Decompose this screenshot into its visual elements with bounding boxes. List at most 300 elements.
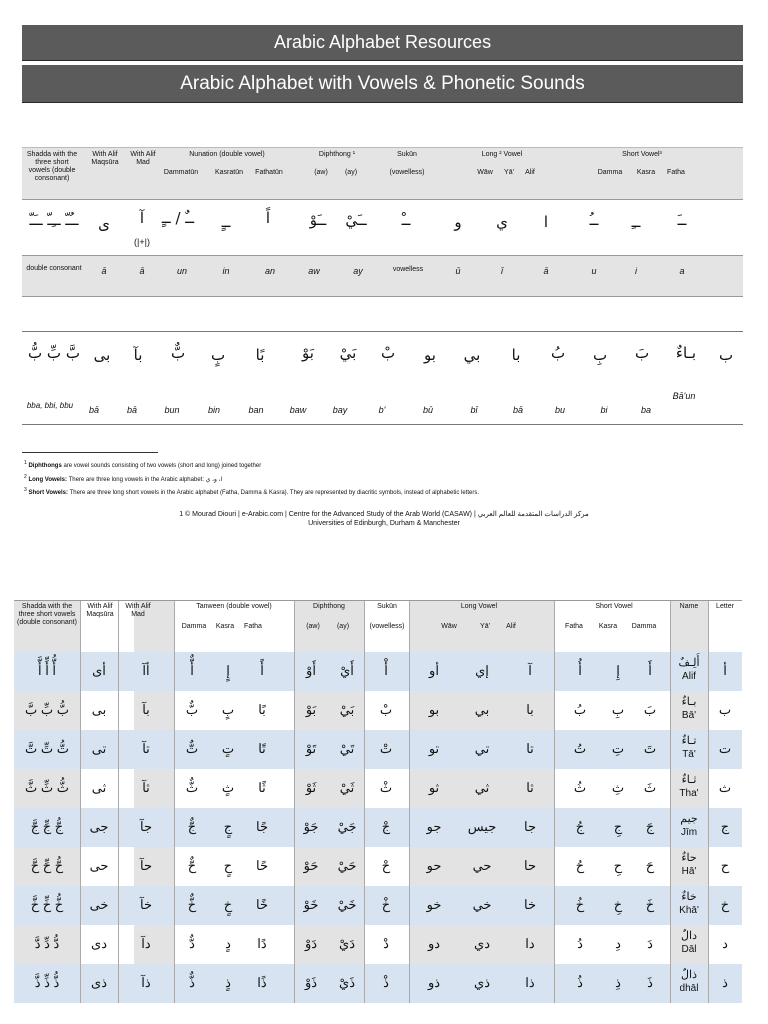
letter-form-cell: خَ (645, 897, 655, 912)
translit-cell: ū (455, 266, 461, 276)
letter-form-cell: دْ (383, 936, 389, 951)
column-divider (80, 847, 81, 886)
translit-cell: ay (353, 266, 363, 276)
ba-example: بـاءٌ (675, 344, 697, 362)
ba-translit: bā (512, 405, 524, 415)
letter-form-cell: تَوْ (305, 741, 317, 756)
column-divider (294, 691, 295, 730)
translit-cell: ā (101, 266, 107, 276)
lh-diphthong-aw: (aw) (306, 623, 320, 630)
letter-form-cell: أَيْ (340, 663, 354, 678)
letter-cell: ذ (722, 975, 728, 990)
letter-form-cell: خٌّ (187, 897, 197, 912)
letter-form-cell: جى (89, 819, 109, 834)
column-divider (364, 808, 365, 847)
ba-translit: bin (207, 405, 221, 415)
lh-diphthong: Diphthong (313, 603, 345, 610)
symbol-cell: ــُ (589, 211, 599, 229)
letter-form-cell: جَيْ (337, 819, 357, 834)
column-divider (409, 691, 410, 730)
ba-example: بٍ (210, 346, 226, 364)
letter-form-cell: حَوْ (303, 858, 319, 873)
letter-form-cell: ثَوْ (305, 780, 317, 795)
header-nunation: Nunation (double vowel) (189, 151, 265, 158)
column-divider (670, 691, 671, 730)
column-divider (294, 886, 295, 925)
letter-form-cell: خْ (381, 897, 391, 912)
column-divider (708, 964, 709, 1003)
ba-example: بَوْ (302, 344, 314, 362)
letter-form-cell: خُّ خِّ خَّ (30, 897, 64, 912)
letter-form-cell: ثى (91, 780, 107, 795)
column-divider (708, 691, 709, 730)
letter-form-cell: بُّ بِّ بَّ (25, 702, 69, 717)
letter-name-translit: Hā' (681, 866, 697, 877)
ba-example: بَّ بِّ بُّ (28, 344, 80, 362)
column-divider (364, 652, 365, 691)
column-divider (554, 769, 555, 808)
column-divider (364, 964, 365, 1003)
letter-form-cell: حًا (256, 858, 268, 873)
lh-long-ya: Yā' (480, 623, 490, 630)
ba-translit: ba (640, 405, 652, 415)
symbol-cell: ــُـّ ــِـّ ــَـّ (29, 211, 79, 229)
letter-name-arabic: ذالٌ (681, 969, 697, 981)
letter-form-cell: خو (426, 897, 442, 912)
letter-form-cell: جَوْ (303, 819, 319, 834)
letter-form-cell: دى (91, 936, 107, 951)
column-divider (554, 730, 555, 769)
letter-name-arabic: جيم (680, 813, 698, 825)
column-divider (294, 925, 295, 964)
ba-example: بآ (133, 346, 143, 364)
letter-form-cell: دآ (141, 936, 151, 951)
letter-form-cell: ذْ (383, 975, 389, 990)
letter-form-cell: تُ (573, 741, 587, 756)
ba-example: بى (93, 346, 111, 364)
letter-form-cell: ثا (526, 780, 534, 795)
footnote-number: 1 (24, 460, 27, 466)
column-divider (174, 691, 175, 730)
symbol-cell: ــٌ / ــٍ (161, 209, 195, 227)
letter-form-cell: حآ (140, 858, 152, 873)
column-divider (118, 652, 119, 691)
letter-form-cell: حْ (381, 858, 391, 873)
letter-form-cell: بِ (611, 702, 625, 717)
column-divider (174, 652, 175, 691)
header-short-fatha: Fatha (667, 169, 685, 176)
letter-form-cell: جٍ (223, 819, 233, 834)
letter-form-cell: أُ (578, 663, 582, 678)
column-divider (80, 925, 81, 964)
letter-form-cell: بٍ (221, 702, 235, 717)
letter-form-cell: أآ (142, 663, 150, 678)
footnote-number: 2 (24, 474, 27, 480)
letter-form-cell: دٍ (225, 936, 231, 951)
letter-name-translit: Jīm (680, 827, 698, 838)
letter-form-cell: إٍ (226, 663, 230, 678)
letter-form-cell: بٌّ (185, 702, 199, 717)
header-diphthong-ay: (ay) (344, 169, 358, 176)
table-row (14, 847, 742, 886)
letter-form-cell: بو (428, 702, 440, 717)
translit-cell: ā (139, 266, 145, 276)
column-divider (364, 886, 365, 925)
ba-translit: bay (332, 405, 348, 415)
letter-form-cell: بآ (142, 702, 150, 717)
letter-form-cell: دُ (577, 936, 583, 951)
letter-form-cell: خِ (613, 897, 623, 912)
letter-form-cell: بْ (379, 702, 393, 717)
column-divider (409, 730, 410, 769)
letter-form-cell: خى (89, 897, 109, 912)
letter-form-cell: جٌّ (187, 819, 197, 834)
letter-form-cell: ذُّ ذِّ ذَّ (34, 975, 60, 990)
column-divider (364, 691, 365, 730)
letter-form-cell: بى (91, 702, 107, 717)
translit-cell: u (591, 266, 597, 276)
letter-form-cell: ذٍ (225, 975, 231, 990)
column-divider (80, 652, 81, 691)
lh-tanween-fatha: Fatha (244, 623, 262, 630)
ba-example: بِ (592, 346, 608, 364)
letter-form-cell: ثآ (142, 780, 150, 795)
letter-form-cell: جًا (256, 819, 268, 834)
letter-form-cell: ثُ (573, 780, 587, 795)
column-divider (708, 808, 709, 847)
symbol-cell: ــَ (677, 211, 687, 229)
column-divider (118, 886, 119, 925)
header-diphthong: Diphthong ¹ (318, 151, 356, 158)
ba-example: با (511, 346, 521, 364)
letter-form-cell: جو (426, 819, 442, 834)
footnote-3 (24, 487, 479, 496)
column-divider (670, 652, 671, 691)
column-divider (174, 925, 175, 964)
letter-form-cell: جُ (575, 819, 585, 834)
letter-form-cell: حَيْ (337, 858, 357, 873)
letter-name (681, 929, 697, 957)
ba-translit: bā (88, 405, 100, 415)
column-divider (409, 808, 410, 847)
header-nunation-sub-1: Dammatūn (163, 169, 199, 176)
column-divider (670, 964, 671, 1003)
letter-form-cell: ذى (91, 975, 107, 990)
column-divider (80, 964, 81, 1003)
letter-form-cell: ثو (428, 780, 440, 795)
letter-form-cell: تُّ تِّ تَّ (25, 741, 69, 756)
letter-form-cell: ثَ (643, 780, 657, 795)
column-divider (708, 925, 709, 964)
column-divider (708, 769, 709, 808)
letter-name-translit: dhāl (679, 983, 699, 994)
lh-sukun: Sukūn (377, 603, 397, 610)
letter-form-cell: ذو (427, 975, 441, 990)
column-divider (670, 886, 671, 925)
letter-form-cell: خي (472, 897, 492, 912)
letter-form-cell: ثٌّ (185, 780, 199, 795)
letter-form-cell: ذآ (141, 975, 151, 990)
letter-form-cell: دًا (257, 936, 267, 951)
letter-form-cell: ثِ (611, 780, 625, 795)
header-long-vowel: Long ² Vowel (481, 151, 523, 158)
letter-form-cell: تَيْ (339, 741, 355, 756)
symbol-cell: ي (496, 213, 508, 231)
letter-form-cell: ثي (474, 780, 490, 795)
column-divider (294, 964, 295, 1003)
letter-form-cell: ثَيْ (339, 780, 355, 795)
letter-name-arabic: أَلِـفٌ (678, 657, 700, 669)
letter-form-cell: دي (474, 936, 490, 951)
column-shade (134, 691, 174, 730)
column-divider (409, 652, 410, 691)
column-divider (294, 769, 295, 808)
letter-form-cell: تا (526, 741, 534, 756)
letter-name-translit: Tā' (682, 749, 696, 760)
letter-form-cell: خٍ (223, 897, 233, 912)
symbol-cell: ــِ (631, 213, 641, 231)
letter-form-cell: جَ (645, 819, 655, 834)
ba-translit: Bā'un (672, 391, 696, 401)
symbol-cell: ــَوْ (309, 211, 327, 229)
column-divider (118, 808, 119, 847)
translit-cell: un (176, 266, 188, 276)
footnote-number: 3 (24, 487, 27, 493)
letter-form-cell: خَيْ (337, 897, 357, 912)
column-divider (174, 730, 175, 769)
translit-cell: double consonant (26, 265, 82, 272)
column-divider (80, 769, 81, 808)
header-alif-mad: With Alif Mad (130, 151, 156, 166)
column-divider (554, 925, 555, 964)
column-divider (294, 808, 295, 847)
header-nunation-sub-3: Fathatūn (255, 169, 283, 176)
lh-tanween-kasra: Kasra (215, 623, 235, 630)
table-row (14, 886, 742, 925)
lh-short-fatha: Fatha (565, 623, 583, 630)
ba-examples-row (22, 331, 743, 392)
footnote-label: Long Vowels: (28, 477, 68, 483)
letter-form-cell: حى (89, 858, 109, 873)
letter-name-translit: Bā' (681, 710, 697, 721)
letter-form-cell: تٌّ (185, 741, 199, 756)
column-divider (80, 691, 81, 730)
header-long-waw: Wāw (477, 169, 493, 176)
column-divider (294, 847, 295, 886)
letter-form-cell: تو (428, 741, 440, 756)
lh-name: Name (679, 603, 699, 610)
letter-form-cell: أَ (648, 663, 652, 678)
lh-short-kasra: Kasra (598, 623, 618, 630)
letter-form-cell: ذًا (257, 975, 267, 990)
column-divider (554, 652, 555, 691)
letter-form-cell: ثٍ (221, 780, 235, 795)
ba-example: بو (424, 346, 436, 364)
footnote-rule (22, 452, 158, 453)
symbol-cell: و (454, 213, 462, 231)
letter-form-cell: تى (91, 741, 107, 756)
letter-form-cell: أَوْ (306, 663, 316, 678)
letter-form-cell: دِ (615, 936, 621, 951)
letter-form-cell: حُّ حِّ حَّ (30, 858, 64, 873)
letter-form-cell: جا (524, 819, 536, 834)
letter-form-cell: بَوْ (305, 702, 317, 717)
letter-form-cell: تآ (142, 741, 150, 756)
symbol-cell: ا (543, 213, 549, 231)
translit-cell: i (635, 266, 637, 276)
column-divider (670, 730, 671, 769)
letter-name (680, 968, 699, 996)
column-divider (118, 769, 119, 808)
letter-form-cell: تَ (643, 741, 657, 756)
letter-form-cell: ذُ (577, 975, 583, 990)
table-row (14, 691, 742, 730)
ba-translit: b' (378, 405, 386, 415)
column-divider (409, 847, 410, 886)
column-divider (364, 847, 365, 886)
footnote-label: Diphthongs (28, 463, 62, 469)
column-divider (174, 886, 175, 925)
letter-form-cell: ثُّ ثِّ ثَّ (25, 780, 69, 795)
letter-form-cell: ثًا (258, 780, 266, 795)
letter-form-cell: حٌّ (187, 858, 197, 873)
letter-form-cell: جِ (613, 819, 623, 834)
letter-form-cell: حٍ (223, 858, 233, 873)
translit-cell: vowelless (392, 266, 424, 273)
letter-form-cell: دا (525, 936, 535, 951)
letter-form-cell: ذٌّ (189, 975, 195, 990)
letter-cell: ث (718, 780, 732, 795)
letter-form-cell: تْ (379, 741, 393, 756)
ba-translit: bba, bbi, bbu (26, 401, 74, 410)
column-divider (174, 808, 175, 847)
letter-name-arabic: حاءٌ (681, 852, 697, 864)
column-divider (118, 691, 119, 730)
column-shade (134, 769, 174, 808)
letter-name (680, 812, 697, 840)
letter-form-cell: خًا (256, 897, 268, 912)
ba-example: بْ (380, 344, 396, 362)
header-alif-maqsura: With Alif Maqsūra (91, 151, 119, 166)
table-row (14, 964, 742, 1003)
letter-form-cell: جْ (381, 819, 391, 834)
symbol-cell: اً (265, 209, 271, 227)
letter-form-cell: دٌّ (189, 936, 195, 951)
letter-form-cell: دُّ دِّ دَّ (34, 936, 60, 951)
letter-form-cell: بَ (643, 702, 657, 717)
letter-form-cell: جُّ جِّ جَّ (30, 819, 64, 834)
footnote-1 (24, 460, 261, 469)
translit-cell: ā (543, 266, 549, 276)
letter-form-cell: حا (524, 858, 536, 873)
ba-translit: bā (126, 405, 138, 415)
banner-title: Arabic Alphabet Resources (22, 25, 743, 61)
letter-name (679, 773, 698, 801)
letter-name-translit: Dāl (681, 944, 697, 955)
column-divider (554, 847, 555, 886)
translit-cell: ī (501, 266, 503, 276)
column-divider (554, 886, 555, 925)
table-row (14, 769, 742, 808)
lh-tanween: Tanween (double vowel) (196, 603, 272, 610)
translit-cell: an (264, 266, 276, 276)
symbol-cell: ى (98, 215, 110, 233)
letter-form-cell: ذِ (615, 975, 621, 990)
header-short-vowel: Short Vowel³ (622, 151, 662, 158)
letter-name (682, 695, 697, 723)
letter-name-arabic: ثـاءٌ (681, 774, 697, 786)
header-nunation-sub-2: Kasratūn (214, 169, 244, 176)
ba-translit: ban (248, 405, 264, 415)
column-divider (364, 730, 365, 769)
letter-form-cell: حِ (613, 858, 623, 873)
column-divider (670, 769, 671, 808)
header-short-damma: Damma (597, 169, 623, 176)
letter-name (681, 851, 696, 879)
footnote-text: There are three long short vowels in the Arabic alphabet (Fatha, Damma & Kasra). They are represented by diacritic symbols, instead of alphabetic letters. (68, 490, 480, 496)
translit-cell: aw (308, 266, 320, 276)
letter-name-arabic: تـاءٌ (681, 735, 697, 747)
letter-form-cell: حُ (575, 858, 585, 873)
letter-form-cell: إِ (616, 663, 620, 678)
ba-example: بٌّ (170, 344, 186, 362)
alif-mad-note: (|+|) (134, 237, 150, 247)
header-sukun: Sukūn (397, 151, 417, 158)
letter-form-cell: ثْ (379, 780, 393, 795)
letter-form-cell: أْ (384, 663, 388, 678)
footnote-label: Short Vowels: (28, 490, 69, 496)
letter-form-cell: ذي (474, 975, 490, 990)
column-divider (409, 964, 410, 1003)
column-divider (174, 847, 175, 886)
letter-cell: ب (718, 702, 732, 717)
column-divider (294, 652, 295, 691)
column-divider (364, 925, 365, 964)
ba-translit: bu (554, 405, 566, 415)
footer-credit: 1 © Mourad Diouri | e-Arabic.com | Centre for the Advanced Study of the Arab World (CASAW) | مركز الدراسات المتقدمة للعالم العربي (179, 511, 589, 518)
symbol-cell: ــَيْ (345, 211, 367, 229)
letter-name (679, 890, 699, 918)
lower-table (14, 600, 742, 1024)
header-long-alif: Alif (525, 169, 535, 176)
letter-form-cell: ذا (525, 975, 535, 990)
header-long-ya: Yā' (504, 169, 514, 176)
ba-translit: bun (164, 405, 180, 415)
letter-form-cell: تٍ (221, 741, 235, 756)
footnote-2 (24, 474, 222, 483)
column-divider (409, 769, 410, 808)
top-table-transliteration-row (22, 256, 743, 297)
letter-name-translit: Tha' (679, 788, 699, 799)
letter-name (678, 656, 699, 684)
letter-form-cell: دَيْ (339, 936, 355, 951)
translit-cell: a (679, 266, 685, 276)
symbol-cell: آ (139, 209, 145, 227)
column-divider (118, 847, 119, 886)
letter-cell: ج (720, 819, 730, 834)
letter-form-cell: دَوْ (304, 936, 318, 951)
column-divider (708, 886, 709, 925)
letter-form-cell: ذَ (647, 975, 653, 990)
table-row (14, 808, 742, 847)
column-divider (80, 808, 81, 847)
letter-form-cell: إي (475, 663, 489, 678)
letter-cell: ت (718, 741, 732, 756)
letter-form-cell: خا (524, 897, 536, 912)
ba-example: بي (463, 346, 481, 364)
letter-name-arabic: بـاءٌ (681, 696, 697, 708)
letter-form-cell: أً (260, 663, 264, 678)
